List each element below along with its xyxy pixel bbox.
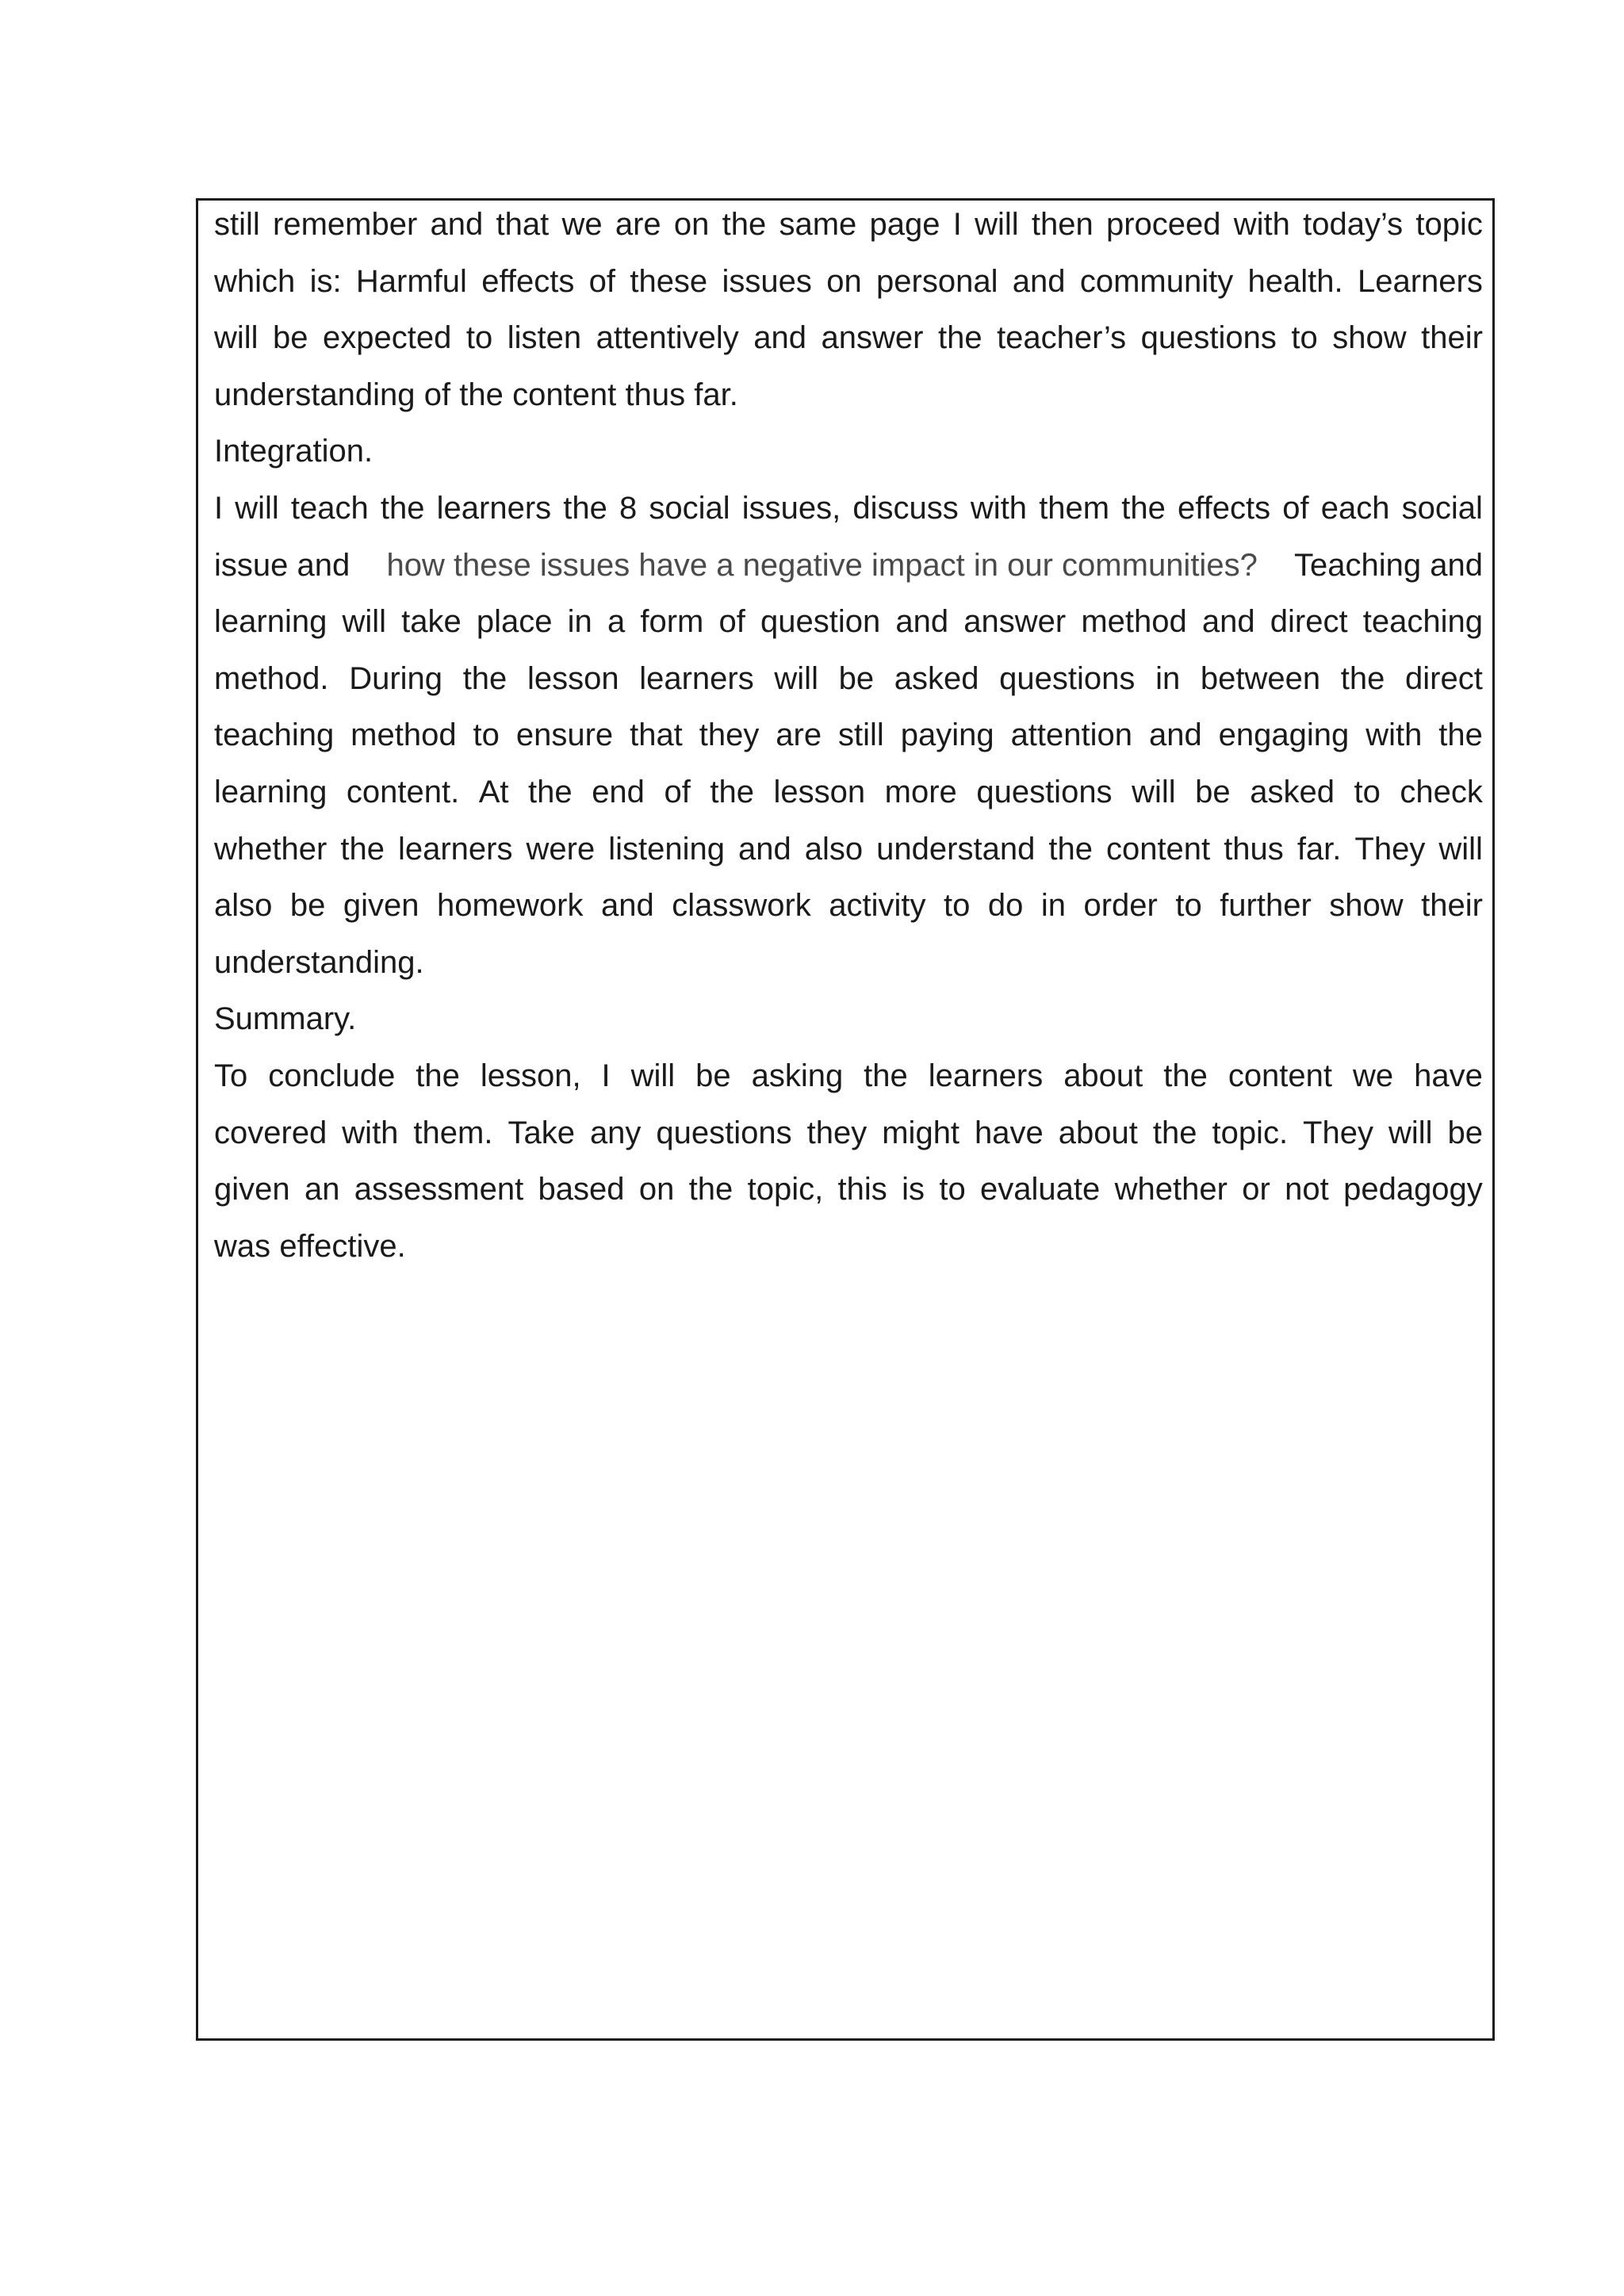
word: will (774, 660, 818, 696)
word: and (1012, 263, 1066, 299)
word: order (1083, 888, 1158, 924)
word: During (349, 660, 443, 696)
summary-line-2 (214, 1105, 1483, 1162)
word: on (826, 263, 862, 299)
word: the (1163, 1058, 1208, 1093)
word: learners (928, 1058, 1044, 1093)
word: form (640, 604, 704, 640)
word: the (1152, 1115, 1197, 1150)
word: further (1220, 888, 1312, 924)
word: remember (273, 207, 418, 242)
word: on (673, 207, 710, 242)
word: check (1400, 774, 1483, 809)
word: in (1040, 888, 1066, 924)
word: be (273, 320, 308, 356)
word: will (975, 207, 1019, 242)
word: understand (876, 831, 1036, 867)
word: homework (436, 888, 584, 924)
summary-line-4 (214, 1219, 1483, 1276)
word: listening (608, 831, 725, 867)
word: them (1039, 490, 1110, 526)
word: questions (1140, 320, 1277, 356)
word: learning (214, 604, 327, 640)
word: have (1414, 1058, 1483, 1093)
word: the (864, 1058, 908, 1093)
word: the (710, 774, 754, 809)
word: expected (323, 320, 452, 356)
word: social (649, 490, 730, 526)
word: the (1340, 660, 1385, 696)
word: with (342, 1115, 399, 1150)
word: effects (1177, 490, 1271, 526)
word: method. (214, 660, 329, 696)
word: direct (1270, 604, 1348, 640)
word: and (895, 604, 949, 640)
word: personal (876, 263, 998, 299)
word: with (970, 490, 1028, 526)
word: end (592, 774, 645, 809)
word: was (214, 1228, 271, 1264)
word: assessment (354, 1172, 524, 1207)
word: effective. (279, 1228, 406, 1264)
word: To (214, 1058, 248, 1093)
word: page (869, 207, 940, 242)
word: will (235, 490, 279, 526)
word: these (630, 263, 708, 299)
word: are (615, 207, 661, 242)
word: today’s (1303, 207, 1404, 242)
summary-line-1 (214, 1048, 1483, 1105)
word: also (214, 888, 273, 924)
word: place (476, 604, 553, 640)
word: thus (625, 377, 686, 412)
integration-line-1 (214, 480, 1483, 538)
word: and (1201, 604, 1255, 640)
word: question (760, 604, 881, 640)
word: in (1155, 660, 1181, 696)
word: They (1354, 831, 1426, 867)
intro-line-4 (214, 367, 1483, 424)
word: with (1233, 207, 1290, 242)
word: to (1175, 888, 1202, 924)
word: based (538, 1172, 625, 1207)
word: will (1132, 774, 1176, 809)
word: learning (214, 774, 327, 809)
word: proceed (1105, 207, 1221, 242)
word: the (380, 490, 425, 526)
integration-line-7 (214, 821, 1483, 878)
word: evaluate (980, 1172, 1101, 1207)
lesson-plan-text (214, 197, 1483, 1275)
word: which (214, 263, 296, 299)
word: teaching (1362, 604, 1483, 640)
word: answer (963, 604, 1067, 640)
word: issues (722, 263, 812, 299)
word: the (459, 377, 504, 412)
word: of (718, 604, 745, 640)
word: not (1285, 1172, 1329, 1207)
word: be (1447, 1115, 1483, 1150)
word: conclude (268, 1058, 396, 1093)
word: this (837, 1172, 887, 1207)
word: lesson, (480, 1058, 581, 1093)
integration-line-4 (214, 651, 1483, 708)
word: attention (1010, 718, 1133, 753)
word: we (1352, 1058, 1394, 1093)
integration-heading (214, 423, 1483, 480)
intro-line-2 (214, 254, 1483, 311)
intro-line-3 (214, 310, 1483, 367)
summary-line-3 (214, 1161, 1483, 1219)
word: to (473, 718, 500, 753)
word: an (304, 1172, 340, 1207)
word: still (214, 207, 260, 242)
word: to (1291, 320, 1318, 356)
word: whether (1114, 1172, 1228, 1207)
word: method (1081, 604, 1187, 640)
word: At (478, 774, 509, 809)
word: understanding (214, 377, 416, 412)
word: topic, (747, 1172, 824, 1207)
word: their (1421, 888, 1483, 924)
word: show (1332, 320, 1407, 356)
integration-line-6 (214, 764, 1483, 821)
word: the (722, 207, 767, 242)
integration-heading-text: Integration. (214, 434, 373, 469)
word: of (1282, 490, 1309, 526)
word: teaching (214, 718, 335, 753)
word: paying (900, 718, 994, 753)
word: learners (639, 660, 754, 696)
word: is (902, 1172, 925, 1207)
word: topic. (1212, 1115, 1289, 1150)
word: take (401, 604, 462, 640)
word: health. (1247, 263, 1343, 299)
word: teacher’s (997, 320, 1127, 356)
word: classwork (672, 888, 811, 924)
word: content. (346, 774, 460, 809)
word: asked (894, 660, 979, 696)
word: be (695, 1058, 731, 1093)
integration-line-3 (214, 594, 1483, 651)
word: are (776, 718, 822, 753)
word: the (340, 831, 385, 867)
word: the (688, 1172, 733, 1207)
word: answer (821, 320, 924, 356)
word: might (882, 1115, 960, 1150)
word: be (838, 660, 875, 696)
word: the (1121, 490, 1166, 526)
word: is: (309, 263, 342, 299)
word: far. (694, 377, 738, 412)
word: given (343, 888, 419, 924)
word: understanding. (214, 944, 424, 980)
word: topic (1415, 207, 1483, 242)
word: about (1058, 1115, 1138, 1150)
word: will (1388, 1115, 1433, 1150)
word: asked (1250, 774, 1335, 809)
word: I (952, 207, 962, 242)
word: lesson (773, 774, 866, 809)
word: to (465, 320, 493, 356)
word: will (1438, 831, 1483, 867)
word: between (1200, 660, 1321, 696)
word: then (1031, 207, 1094, 242)
word: questions (999, 660, 1136, 696)
word: each (1320, 490, 1390, 526)
word: more (884, 774, 957, 809)
word: discuss (852, 490, 959, 526)
word: social (1401, 490, 1483, 526)
word: 8 (619, 490, 638, 526)
integration-highlight-question: how these issues have a negative impact in our communities? (386, 547, 1258, 583)
word: show (1329, 888, 1404, 924)
word: questions (976, 774, 1113, 809)
integration-line-2-start: issue and (214, 547, 350, 583)
word: the (1438, 718, 1483, 753)
word: teach (290, 490, 369, 526)
word: learners (436, 490, 552, 526)
integration-line-9 (214, 935, 1483, 992)
word: content (512, 377, 617, 412)
word: and (753, 320, 806, 356)
word: in (567, 604, 592, 640)
word: and (430, 207, 484, 242)
word: the (462, 660, 508, 696)
word: Take (508, 1115, 575, 1150)
word: also (804, 831, 864, 867)
word: will (214, 320, 259, 356)
word: learners (397, 831, 513, 867)
word: content (1105, 831, 1211, 867)
word: that (496, 207, 550, 242)
word: to (939, 1172, 966, 1207)
word: issues, (741, 490, 841, 526)
word: the (416, 1058, 460, 1093)
word: whether (214, 831, 327, 867)
word: I (214, 490, 224, 526)
summary-heading (214, 991, 1483, 1048)
word: and (1148, 718, 1202, 753)
word: about (1063, 1058, 1143, 1093)
word: of (423, 377, 451, 412)
word: of (588, 263, 616, 299)
word: far. (1297, 831, 1342, 867)
word: will (630, 1058, 676, 1093)
integration-line-2 (214, 538, 1483, 595)
summary-heading-text: Summary. (214, 1001, 357, 1037)
word: direct (1405, 660, 1483, 696)
word: and (737, 831, 791, 867)
word: They (1303, 1115, 1373, 1150)
integration-line-8 (214, 878, 1483, 935)
word: do (987, 888, 1024, 924)
word: listen (507, 320, 582, 356)
integration-line-5 (214, 707, 1483, 764)
word: will (342, 604, 387, 640)
word: still (838, 718, 884, 753)
word: the (528, 774, 573, 809)
word: them. (413, 1115, 493, 1150)
word: to (1354, 774, 1381, 809)
word: given (214, 1172, 290, 1207)
word: we (561, 207, 603, 242)
word: be (1195, 774, 1231, 809)
word: thus (1224, 831, 1284, 867)
word: ensure (515, 718, 614, 753)
word: engaging (1218, 718, 1350, 753)
word: any (589, 1115, 642, 1150)
word: that (630, 718, 683, 753)
word: the (937, 320, 982, 356)
word: or (1242, 1172, 1270, 1207)
word: Harmful (355, 263, 467, 299)
word: they (699, 718, 760, 753)
word: content (1228, 1058, 1333, 1093)
intro-line-1 (214, 197, 1483, 254)
word: on (638, 1172, 675, 1207)
word: effects (481, 263, 575, 299)
word: method (350, 718, 457, 753)
word: covered (214, 1115, 327, 1150)
word: of (664, 774, 691, 809)
word: and (600, 888, 654, 924)
word: attentively (596, 320, 739, 356)
word: with (1365, 718, 1423, 753)
word: same (779, 207, 857, 242)
word: they (806, 1115, 868, 1150)
word: community (1079, 263, 1234, 299)
word: pedagogy (1343, 1172, 1483, 1207)
word: questions (656, 1115, 792, 1150)
word: the (1048, 831, 1093, 867)
integration-line-2-end: Teaching and (1294, 547, 1483, 583)
word: Learners (1357, 263, 1483, 299)
word: their (1421, 320, 1483, 356)
word: the (563, 490, 607, 526)
word: I (601, 1058, 611, 1093)
word: were (526, 831, 596, 867)
word: be (289, 888, 326, 924)
word: a (607, 604, 626, 640)
word: lesson (527, 660, 619, 696)
word: activity (829, 888, 926, 924)
word: asking (751, 1058, 844, 1093)
word: have (975, 1115, 1044, 1150)
word: to (944, 888, 971, 924)
